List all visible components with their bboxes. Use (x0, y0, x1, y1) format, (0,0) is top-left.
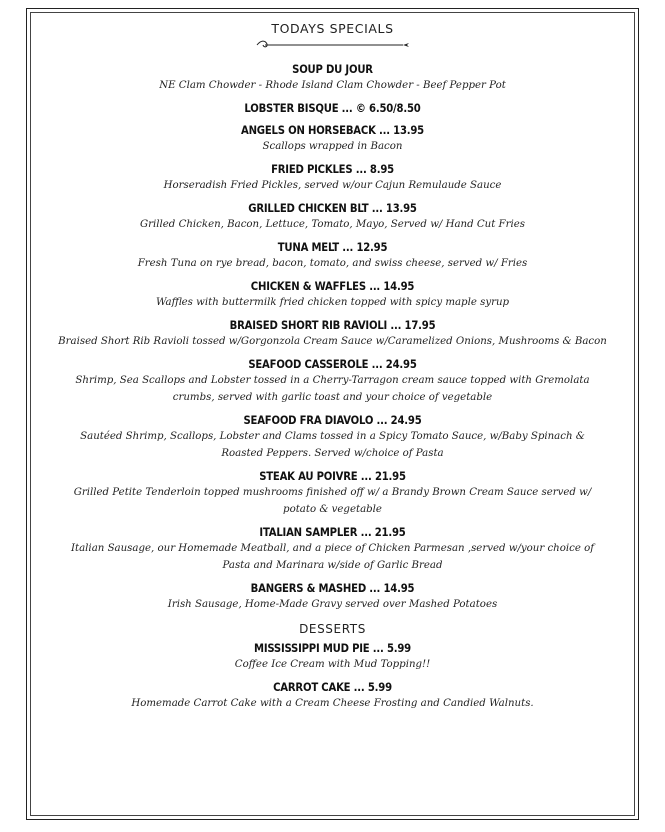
menu-item-name: SOUP DU JOUR (292, 63, 373, 76)
menu-item (30, 469, 635, 518)
menu-item-description: NE Clam Chowder - Rhode Island Clam Chowder - Beef Pepper Pot (159, 80, 506, 91)
title-flourish-icon (253, 38, 413, 50)
menu-item (30, 413, 635, 462)
menu-item-name: BANGERS & MASHED ... 14.95 (250, 582, 415, 595)
menu-item-description: Grilled Petite Tenderloin topped mushrooms finished off w/ a Brandy Brown Cream Sauce served w/ potato & vegetable (73, 487, 592, 515)
menu-item-description: Horseradish Fried Pickles, served w/our Cajun Remulaude Sauce (163, 180, 502, 191)
menu-page (30, 12, 635, 719)
menu-item-description: Braised Short Rib Ravioli tossed w/Gorgonzola Cream Sauce w/Caramelized Onions, Mushrooms & Bacon (58, 336, 607, 347)
menu-item-description: Italian Sausage, our Homemade Meatball, and a piece of Chicken Parmesan ,served w/your choice of Pasta and Marinara w/side of Garlic Bread (70, 543, 594, 571)
menu-item-description: Shrimp, Sea Scallops and Lobster tossed in a Cherry-Tarragon cream sauce topped with Gremolata crumbs, served with garlic toast and your choice of vegetable (75, 375, 590, 403)
menu-item-description: Coffee Ice Cream with Mud Topping!! (234, 659, 431, 670)
menu-item-name: FRIED PICKLES ... 8.95 (271, 163, 394, 176)
menu-item-description: Waffles with buttermilk fried chicken topped with spicy maple syrup (155, 297, 510, 308)
menu-item (30, 525, 635, 574)
menu-item (30, 101, 635, 116)
menu-item-name: LOBSTER BISQUE ... © 6.50/8.50 (244, 102, 421, 115)
menu-item (30, 279, 635, 311)
menu-item-name: SEAFOOD CASSEROLE ... 24.95 (248, 358, 417, 371)
menu-item (30, 162, 635, 194)
menu-item-description: Sautéed Shrimp, Scallops, Lobster and Clams tossed in a Spicy Tomato Sauce, w/Baby Spinach & Roasted Peppers. Served w/choice of Pasta (80, 431, 585, 459)
menu-item (30, 62, 635, 94)
menu-item-name: MISSISSIPPI MUD PIE ... 5.99 (254, 642, 411, 655)
menu-item (30, 357, 635, 406)
menu-item-name: CARROT CAKE ... 5.99 (273, 681, 392, 694)
menu-item (30, 581, 635, 613)
specials-list (30, 62, 635, 613)
menu-item-name: CHICKEN & WAFFLES ... 14.95 (250, 280, 415, 293)
menu-item-name: SEAFOOD FRA DIAVOLO ... 24.95 (243, 414, 422, 427)
menu-item-description: Homemade Carrot Cake with a Cream Cheese Frosting and Candied Walnuts. (131, 698, 534, 709)
menu-item-name: GRILLED CHICKEN BLT ... 13.95 (248, 202, 417, 215)
menu-item (30, 318, 635, 350)
menu-item-name: ITALIAN SAMPLER ... 21.95 (259, 526, 406, 539)
menu-item (30, 123, 635, 155)
menu-item-description: Grilled Chicken, Bacon, Lettuce, Tomato, Mayo, Served w/ Hand Cut Fries (140, 219, 525, 230)
menu-item-name: TUNA MELT ... 12.95 (277, 241, 388, 254)
menu-item (30, 240, 635, 272)
menu-item (30, 641, 635, 673)
menu-item-name: STEAK AU POIVRE ... 21.95 (259, 470, 406, 483)
menu-item-name: ANGELS ON HORSEBACK ... 13.95 (240, 124, 424, 137)
menu-item-description: Scallops wrapped in Bacon (262, 141, 403, 152)
menu-item (30, 680, 635, 712)
desserts-list (30, 641, 635, 712)
menu-item-name: BRAISED SHORT RIB RAVIOLI ... 17.95 (229, 319, 436, 332)
menu-item (30, 201, 635, 233)
menu-item-description: Fresh Tuna on rye bread, bacon, tomato, and swiss cheese, served w/ Fries (137, 258, 528, 269)
desserts-title: DESSERTS (299, 622, 366, 636)
page-title: TODAYS SPECIALS (271, 21, 394, 36)
menu-item-description: Irish Sausage, Home-Made Gravy served over Mashed Potatoes (167, 599, 498, 610)
